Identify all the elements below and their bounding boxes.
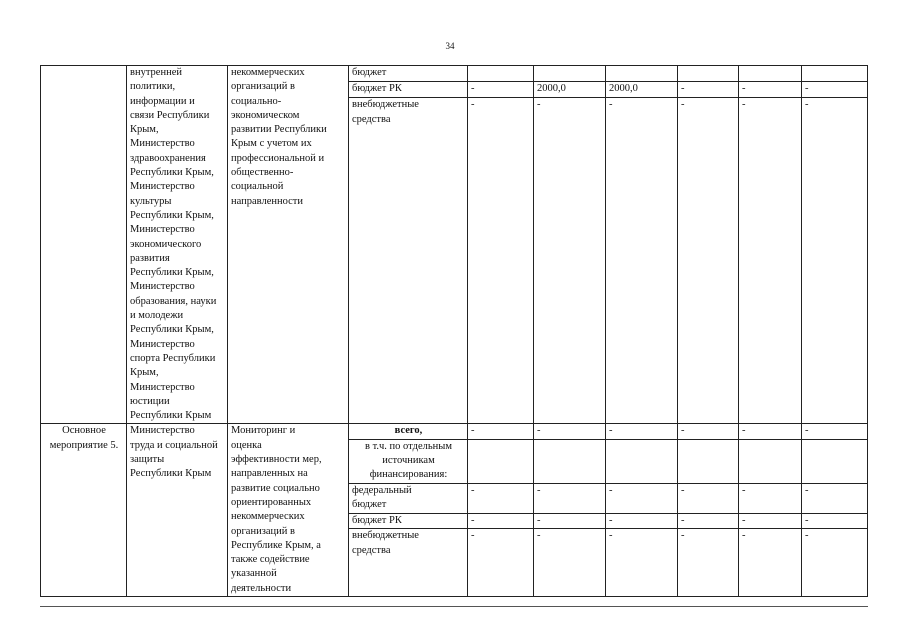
value-cell: - xyxy=(468,484,534,514)
value-cell: - xyxy=(802,98,868,424)
executors-cell: Министерство труда и социальной защиты Республики Крым xyxy=(127,424,228,597)
value-cell: - xyxy=(468,98,534,424)
value-cell: - xyxy=(802,529,868,597)
value-cell xyxy=(678,66,739,82)
value-cell xyxy=(606,439,678,483)
value-cell: - xyxy=(802,424,868,439)
value-cell xyxy=(468,439,534,483)
value-cell: - xyxy=(606,484,678,514)
value-cell: - xyxy=(739,484,802,514)
value-cell: - xyxy=(606,529,678,597)
value-cell: - xyxy=(468,529,534,597)
value-cell: - xyxy=(678,529,739,597)
source-cell: бюджет xyxy=(349,66,468,82)
value-cell: - xyxy=(739,513,802,528)
value-cell: - xyxy=(534,529,606,597)
value-cell: - xyxy=(534,484,606,514)
source-cell: внебюджетные средства xyxy=(349,98,468,424)
total-label-cell: всего, xyxy=(349,424,468,439)
value-cell: - xyxy=(678,424,739,439)
table-row xyxy=(41,424,868,439)
value-cell: - xyxy=(468,513,534,528)
value-cell: - xyxy=(802,82,868,98)
value-cell: - xyxy=(739,82,802,98)
value-cell: - xyxy=(606,98,678,424)
value-cell: 2000,0 xyxy=(606,82,678,98)
value-cell: - xyxy=(606,424,678,439)
source-cell: внебюджетные средства xyxy=(349,529,468,597)
value-cell: - xyxy=(678,98,739,424)
value-cell: - xyxy=(534,98,606,424)
result-cell: Мониторинг и оценка эффективности мер, направленных на развитие социально ориентированных некоммерческих организаций в Республике Крым, а также содействие указанной деятельности xyxy=(228,424,349,597)
value-cell: - xyxy=(678,513,739,528)
value-cell xyxy=(802,439,868,483)
value-cell: - xyxy=(468,424,534,439)
value-cell: - xyxy=(739,529,802,597)
value-cell: - xyxy=(534,513,606,528)
value-cell xyxy=(739,66,802,82)
value-cell: - xyxy=(802,484,868,514)
event-number-cell: Основное мероприятие 5. xyxy=(41,424,127,597)
page-number: 34 xyxy=(445,41,455,51)
source-cell: бюджет РК xyxy=(349,513,468,528)
executors-cell: внутренней политики, информации и связи Республики Крым, Министерство здравоохранения Республики Крым, Министерство культуры Республики Крым, Министерство экономического развития Республики Крым, Министерство образования, науки и молодежи Республики Крым, Министерство спорта Республики Крым, Министерство юстиции Республики Крым xyxy=(127,66,228,424)
result-cell: некоммерческих организаций в социально- экономическом развитии Республики Крым с учетом их профессиональной и общественно- социальной направленности xyxy=(228,66,349,424)
footer-divider xyxy=(40,606,868,607)
value-cell xyxy=(606,66,678,82)
event-number-cell xyxy=(41,66,127,424)
value-cell: - xyxy=(678,484,739,514)
table-row xyxy=(41,66,868,82)
sub-label-cell: в т.ч. по отдельным источникам финансирования: xyxy=(349,439,468,483)
value-cell xyxy=(534,66,606,82)
source-cell: бюджет РК xyxy=(349,82,468,98)
value-cell xyxy=(534,439,606,483)
value-cell: 2000,0 xyxy=(534,82,606,98)
value-cell xyxy=(678,439,739,483)
value-cell: - xyxy=(739,98,802,424)
financing-table xyxy=(40,65,868,597)
value-cell: - xyxy=(534,424,606,439)
value-cell xyxy=(739,439,802,483)
value-cell: - xyxy=(739,424,802,439)
value-cell: - xyxy=(678,82,739,98)
value-cell: - xyxy=(802,513,868,528)
value-cell xyxy=(468,66,534,82)
value-cell xyxy=(802,66,868,82)
value-cell: - xyxy=(468,82,534,98)
source-cell: федеральный бюджет xyxy=(349,484,468,514)
value-cell: - xyxy=(606,513,678,528)
